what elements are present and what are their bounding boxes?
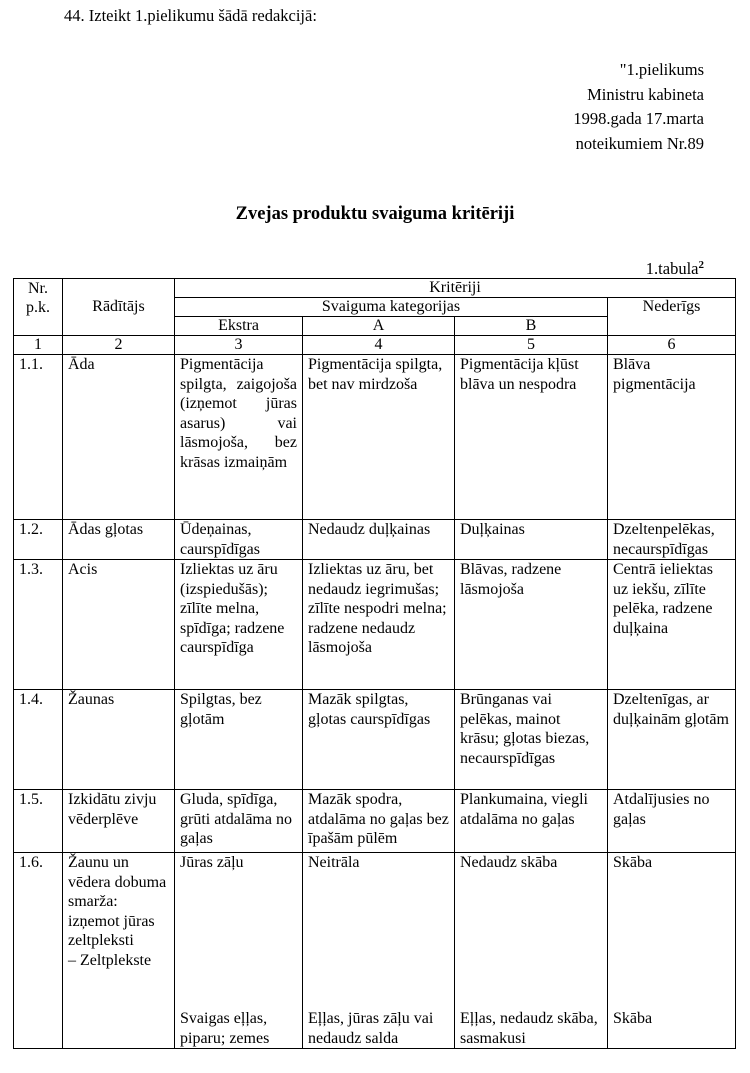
table-reference-footnote: 2 (698, 259, 704, 271)
row-extra: Gluda, spīdīga, grūti atdalāma no gaļas (175, 790, 303, 853)
annex-line: Ministru kabineta (587, 84, 704, 104)
row-indicator: Žaunas (63, 690, 175, 790)
table-row (14, 560, 736, 690)
row-unfit: Dzeltenpelēkas, necaurspīdīgas (608, 520, 736, 560)
row-a: Neitrāla Eļļas, jūras zāļu vai nedaudz salda (303, 853, 455, 1049)
row-a: Mazāk spodra, atdalāma no gaļas bez īpašām pūlēm (303, 790, 455, 853)
annex-reference (573, 58, 704, 156)
row-indicator: Acis (63, 560, 175, 690)
row-extra: Jūras zāļu Svaigas eļļas, piparu; zemes (175, 853, 303, 1049)
row-indicator: Āda (63, 355, 175, 520)
column-number: 5 (455, 336, 608, 355)
table-row (14, 853, 736, 1049)
header-b: B (455, 317, 608, 336)
row-a: Nedaudz duļķainas (303, 520, 455, 560)
row-number: 1.3. (14, 560, 63, 690)
header-a: A (303, 317, 455, 336)
header-extra: Ekstra (175, 317, 303, 336)
row-indicator: Ādas gļotas (63, 520, 175, 560)
column-number: 3 (175, 336, 303, 355)
row-unfit: Centrā ieliektas uz iekšu, zīlīte pelēka, radzene duļķaina (608, 560, 736, 690)
row-b: Pigmentācija kļūst blāva un nespodra (455, 355, 608, 520)
table-row (14, 520, 736, 560)
column-number: 2 (63, 336, 175, 355)
document-title: Zvejas produktu svaiguma kritēriji (235, 204, 515, 224)
criteria-table (13, 278, 736, 1049)
row-extra: Spilgtas, bez gļotām (175, 690, 303, 790)
row-b: Plankumaina, viegli atdalāma no gaļas (455, 790, 608, 853)
row-extra: Ūdeņainas, caurspīdīgas (175, 520, 303, 560)
column-number: 4 (303, 336, 455, 355)
row-a: Pigmentācija spilgta, bet nav mirdzoša (303, 355, 455, 520)
row-b: Brūnganas vai pelēkas, mainot krāsu; gļotas biezas, necaurspīdīgas (455, 690, 608, 790)
row-a: Mazāk spilgtas, gļotas caurspīdīgas (303, 690, 455, 790)
row-number: 1.1. (14, 355, 63, 520)
row-unfit: Atdalījusies no gaļas (608, 790, 736, 853)
row-number: 1.5. (14, 790, 63, 853)
annex-line: "1.pielikums (619, 60, 704, 79)
row-number: 1.4. (14, 690, 63, 790)
table-reference (646, 255, 704, 279)
column-number: 1 (14, 336, 63, 355)
row-indicator: Žaunu un vēdera dobuma smarža: izņemot jūras zeltpleksti – Zeltplekste (63, 853, 175, 1049)
row-number: 1.6. (14, 853, 63, 1049)
row-b: Blāvas, radzene lāsmojoša (455, 560, 608, 690)
row-unfit: Dzeltenīgas, ar duļķainām gļotām (608, 690, 736, 790)
row-b: Nedaudz skāba Eļļas, nedaudz skāba, sasmakusi (455, 853, 608, 1049)
amendment-intro: 44. Izteikt 1.pielikumu šādā redakcijā: (64, 6, 317, 25)
header-freshness-categories: Svaiguma kategorijas (175, 298, 608, 317)
table-row (14, 355, 736, 520)
row-extra: Izliektas uz āru (izspiedušās); zīlīte melna, spīdīga; radzene caurspīdīga (175, 560, 303, 690)
row-indicator: Izkidātu zivju vēderplēve (63, 790, 175, 853)
annex-line: noteikumiem Nr.89 (575, 133, 704, 153)
table-row (14, 790, 736, 853)
row-b: Duļķainas (455, 520, 608, 560)
row-unfit: Blāva pigmentācija (608, 355, 736, 520)
row-unfit: Skāba Skāba (608, 853, 736, 1049)
table-reference-label: 1.tabula (645, 259, 699, 278)
annex-line: 1998.gada 17.marta (573, 109, 704, 128)
header-criteria: Kritēriji (175, 279, 736, 298)
row-number: 1.2. (14, 520, 63, 560)
row-extra: Pigmentācija spilgta, zaigojoša (izņemot jūras asarus) vai lāsmojoša, bez krāsas izmaiņām (175, 355, 303, 520)
header-unfit: Nederīgs (608, 298, 736, 336)
column-number: 6 (608, 336, 736, 355)
header-indicator: Rādītājs (63, 279, 175, 336)
table-row (14, 690, 736, 790)
row-a: Izliektas uz āru, bet nedaudz iegrimušas; zīlīte nespodri melna; radzene nedaudz lāsmojoša (303, 560, 455, 690)
header-nr: Nr. p.k. (14, 279, 63, 336)
